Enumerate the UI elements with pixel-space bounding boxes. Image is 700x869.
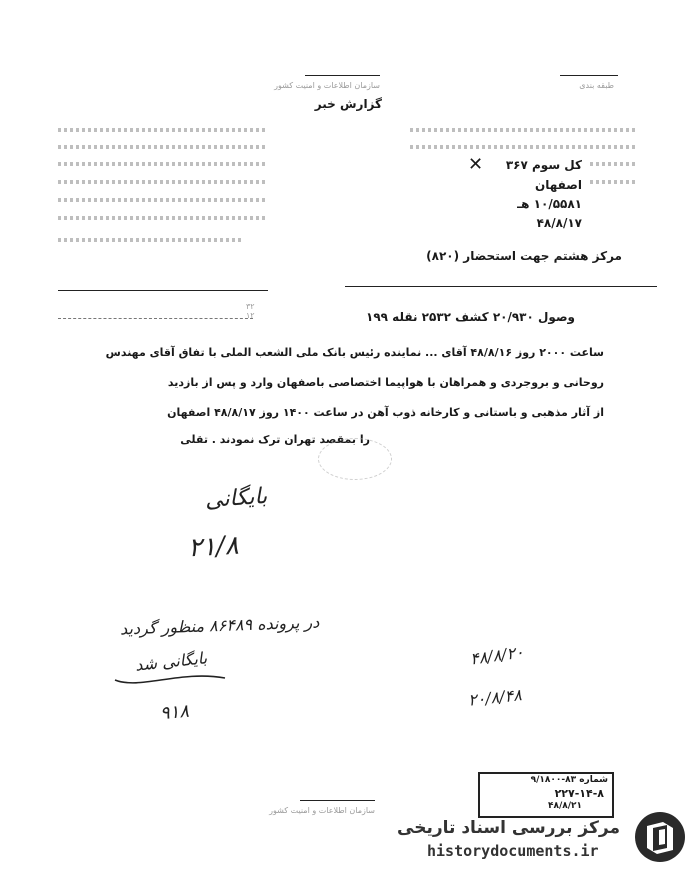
date-line: ۴۸/۸/۱۷ xyxy=(536,216,582,230)
report-paragraph-line-2: روحانی و بروجردی و همراهان با هواپیما اختصاصی باصفهان وارد و پس از بازدید xyxy=(167,376,604,389)
handwritten-note-right-2: ۲۰/۸/۴۸ xyxy=(467,685,523,710)
header-rule-left xyxy=(305,75,380,76)
watermark-url: historydocuments.ir xyxy=(427,842,599,860)
receipt-line: وصول ۲۰/۹۳۰ کشف ۲۵۳۲ نقله ۱۹۹ xyxy=(366,310,575,324)
rule-right-under-meta xyxy=(345,286,657,287)
form-row-right-2 xyxy=(410,145,635,149)
signature-stroke xyxy=(110,660,230,690)
form-row-right-1 xyxy=(410,128,635,132)
form-row-left-2 xyxy=(58,145,268,149)
x-mark: ✕ xyxy=(468,154,484,175)
handwritten-archive-line: در پرونده ۸۶۴۸۹ منظور گردید xyxy=(119,612,320,639)
form-row-left-4 xyxy=(58,180,268,184)
rule-left-under-form xyxy=(58,290,268,291)
header-rule-right xyxy=(560,75,618,76)
report-paragraph-line-3: از آثار مذهبی و باستانی و کارخانه ذوب آهن در ساعت ۱۴۰۰ روز ۴۸/۸/۱۷ اصفهان xyxy=(167,406,604,419)
handwritten-note-right-1: ۴۸/۸/۲۰ xyxy=(468,642,525,669)
city-line: اصفهان xyxy=(534,178,582,192)
stamp-line-1: شماره ۸۳-۹/۱۸۰۰ xyxy=(530,775,608,785)
footer-agency-text: سازمان اطلاعات و امنیت کشور xyxy=(269,806,375,815)
form-row-left-5 xyxy=(58,198,268,202)
report-title: گزارش خبر xyxy=(314,97,382,111)
faint-rule-left xyxy=(58,318,253,319)
form-row-left-6 xyxy=(58,216,268,220)
header-classification-text: طبقه بندی xyxy=(579,81,614,90)
subject-line: کل سوم ۳۶۷ xyxy=(505,158,582,172)
report-paragraph-line-1: ساعت ۲۰۰۰ روز ۴۸/۸/۱۶ آقای ... نماینده رئیس بانک ملی الشعب الملی با تفاق آقای مهندس xyxy=(105,346,604,359)
watermark-logo-icon xyxy=(633,810,687,864)
handwritten-note-number: ۹۱۸ xyxy=(159,700,190,725)
form-row-left-7 xyxy=(58,238,243,242)
purpose-line: مرکز هشتم جهت استحضار (۸۲۰) xyxy=(426,249,622,263)
handwritten-note-signature: بایگانی شد xyxy=(134,648,208,675)
header-agency-text: سازمان اطلاعات و امنیت کشور xyxy=(274,81,380,90)
stamp-line-2: ۲۲۷-۱۴-۸ xyxy=(554,787,604,800)
receipt-stamp xyxy=(478,772,614,818)
footer-rule xyxy=(300,800,375,801)
report-paragraph-line-4: را بمقصد تهران ترک نمودند . تقلی xyxy=(180,433,370,446)
handwritten-note-date: ۲۱/۸ xyxy=(187,530,240,564)
watermark-title: مرکز بررسی اسناد تاریخی xyxy=(397,818,620,838)
number-line: ۱۰/۵۵۸۱ هـ xyxy=(517,197,582,211)
handwritten-note-archive: بایگانی xyxy=(204,483,269,514)
form-row-left-1 xyxy=(58,128,268,132)
faint-round-stamp xyxy=(318,438,392,480)
form-row-right-3 xyxy=(590,162,635,166)
form-row-right-4 xyxy=(590,180,635,184)
stamp-line-3: ۴۸/۸/۲۱ xyxy=(547,801,582,811)
form-row-left-3 xyxy=(58,162,268,166)
small-mark: ٣٢ ١٢ xyxy=(246,302,255,320)
